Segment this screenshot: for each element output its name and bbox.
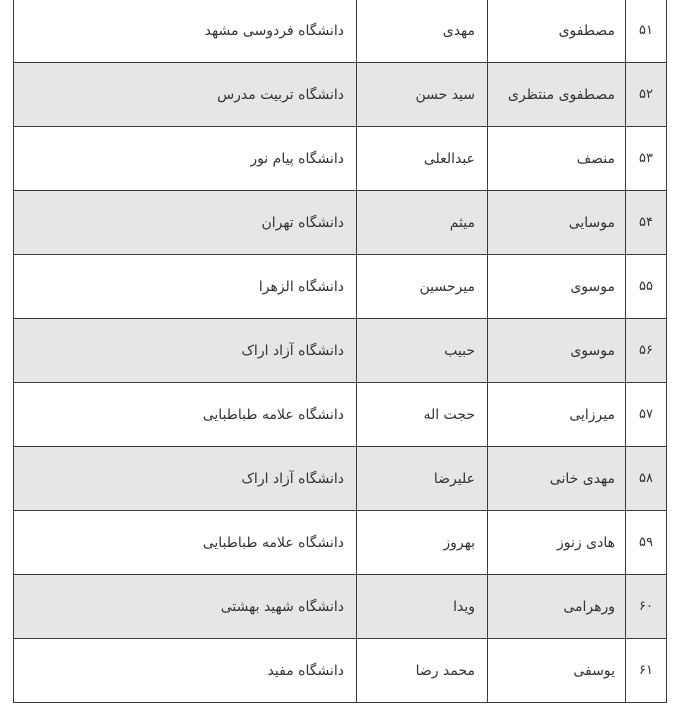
first-name: حبیب [357, 319, 488, 383]
first-name: محمد رضا [357, 639, 488, 703]
last-name: میرزایی [488, 383, 626, 447]
table-row [14, 127, 667, 191]
last-name: مصطفوی [488, 0, 626, 63]
first-name: عبدالعلی [357, 127, 488, 191]
row-number: ۵۱ [626, 0, 667, 63]
first-name: حجت اله [357, 383, 488, 447]
first-name: میرحسین [357, 255, 488, 319]
last-name: منصف [488, 127, 626, 191]
last-name: ورهرامی [488, 575, 626, 639]
table-row [14, 191, 667, 255]
first-name: سید حسن [357, 63, 488, 127]
row-number: ۵۸ [626, 447, 667, 511]
row-number: ۵۶ [626, 319, 667, 383]
university: دانشگاه شهید بهشتی [14, 575, 357, 639]
university: دانشگاه الزهرا [14, 255, 357, 319]
row-number: ۵۳ [626, 127, 667, 191]
first-name: ویدا [357, 575, 488, 639]
last-name: موسایی [488, 191, 626, 255]
university: دانشگاه تهران [14, 191, 357, 255]
table-row [14, 383, 667, 447]
last-name: موسوی [488, 319, 626, 383]
last-name: مصطفوی منتظری [488, 63, 626, 127]
table-row [14, 255, 667, 319]
scholars-table [13, 0, 667, 703]
university: دانشگاه پیام نور [14, 127, 357, 191]
university: دانشگاه آزاد اراک [14, 319, 357, 383]
table-row [14, 511, 667, 575]
last-name: موسوی [488, 255, 626, 319]
first-name: مهدی [357, 0, 488, 63]
university: دانشگاه علامه طباطبایی [14, 511, 357, 575]
first-name: میثم [357, 191, 488, 255]
last-name: مهدی خانی [488, 447, 626, 511]
row-number: ۵۷ [626, 383, 667, 447]
row-number: ۵۴ [626, 191, 667, 255]
table-row [14, 63, 667, 127]
university: دانشگاه تربیت مدرس [14, 63, 357, 127]
university: دانشگاه مفید [14, 639, 357, 703]
table-row [14, 319, 667, 383]
row-number: ۵۹ [626, 511, 667, 575]
university: دانشگاه آزاد اراک [14, 447, 357, 511]
last-name: هادی زنوز [488, 511, 626, 575]
university: دانشگاه فردوسی مشهد [14, 0, 357, 63]
table-row [14, 639, 667, 703]
row-number: ۶۱ [626, 639, 667, 703]
table-row [14, 575, 667, 639]
row-number: ۵۲ [626, 63, 667, 127]
table-row [14, 447, 667, 511]
first-name: بهروز [357, 511, 488, 575]
scholars-table-container [13, 0, 666, 703]
table-row [14, 0, 667, 63]
first-name: علیرضا [357, 447, 488, 511]
row-number: ۶۰ [626, 575, 667, 639]
last-name: یوسفی [488, 639, 626, 703]
row-number: ۵۵ [626, 255, 667, 319]
university: دانشگاه علامه طباطبایی [14, 383, 357, 447]
